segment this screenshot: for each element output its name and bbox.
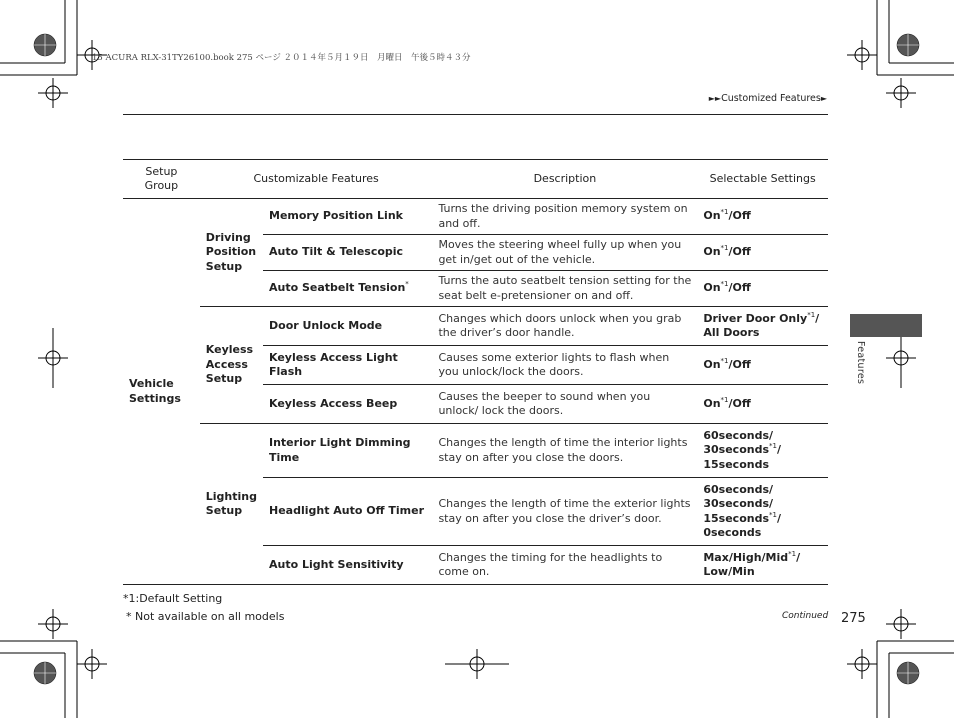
feature-name: Keyless Access Beep — [263, 385, 432, 424]
setting-other: /Off — [728, 396, 751, 410]
feature-name: Memory Position Link — [263, 199, 432, 235]
section-tab[interactable] — [850, 314, 922, 337]
subgroup-driving-position: Driving Position Setup — [200, 199, 263, 307]
breadcrumb-end-icon: ► — [820, 94, 827, 103]
default-marker: *1 — [720, 395, 729, 404]
setting-default: On — [703, 357, 721, 371]
setting-default: Driver Door Only — [703, 311, 808, 325]
feature-description: Turns the driving position memory system on and off. — [432, 199, 697, 235]
setting-default: On — [703, 209, 721, 223]
default-marker: *1 — [769, 442, 777, 451]
feature-settings — [697, 346, 828, 385]
feature-name — [263, 271, 432, 307]
feature-settings — [697, 199, 828, 235]
feature-description: Changes which doors unlock when you grab the driver’s door handle. — [432, 307, 697, 346]
setting-other: /Off — [728, 245, 751, 259]
setting-other: /Off — [728, 281, 751, 295]
setting-other: /Off — [728, 357, 751, 371]
print-meta: 15 ACURA RLX-31TY26100.book 275 ページ ２０１４年５月１９日 月曜日 午後５時４３分 — [92, 53, 471, 63]
header-settings: Selectable Settings — [697, 160, 828, 199]
feature-settings — [697, 546, 828, 585]
footnote-availability: * Not available on all models — [126, 610, 285, 623]
default-marker: *1 — [807, 310, 816, 319]
default-marker: *1 — [720, 280, 729, 289]
setting-other: / 0seconds — [703, 511, 782, 539]
feature-settings — [697, 235, 828, 271]
setting-other: / All Doors — [703, 311, 820, 339]
breadcrumb[interactable] — [709, 93, 827, 104]
feature-label: Auto Seatbelt Tension — [269, 281, 406, 295]
default-marker: *1 — [720, 244, 729, 253]
feature-name: Auto Light Sensitivity — [263, 546, 432, 585]
customization-table — [123, 159, 828, 585]
feature-name: Interior Light Dimming Time — [263, 424, 432, 478]
setting-other: / Low/Min — [703, 550, 801, 578]
feature-description: Turns the auto seatbelt tension setting for the seat belt e-pretensioner on and off. — [432, 271, 697, 307]
default-marker: *1 — [769, 510, 777, 519]
feature-settings — [697, 271, 828, 307]
setting-other: /Off — [728, 209, 751, 223]
feature-description: Causes some exterior lights to flash when you unlock/lock the doors. — [432, 346, 697, 385]
feature-description: Changes the length of time the exterior lights stay on after you close the driver’s door. — [432, 478, 697, 546]
group-vehicle-settings: Vehicle Settings — [123, 199, 200, 585]
feature-settings — [697, 307, 828, 346]
default-marker: *1 — [788, 549, 797, 558]
feature-description: Causes the beeper to sound when you unlock/ lock the doors. — [432, 385, 697, 424]
breadcrumb-label[interactable]: Customized Features — [721, 93, 821, 104]
feature-name: Door Unlock Mode — [263, 307, 432, 346]
setting-default: 60seconds/ 30seconds — [703, 428, 774, 457]
feature-description: Changes the length of time the interior lights stay on after you close the doors. — [432, 424, 697, 478]
setting-default: On — [703, 396, 721, 410]
header-setup-group: Setup Group — [123, 160, 200, 199]
section-tab-label[interactable]: Features — [855, 341, 866, 385]
header-description: Description — [432, 160, 697, 199]
breadcrumb-arrows-icon: ►► — [708, 94, 722, 103]
setting-other: / 15seconds — [703, 443, 782, 471]
footnote-default: *1:Default Setting — [123, 592, 223, 605]
feature-name: Keyless Access Light Flash — [263, 346, 432, 385]
setting-default: On — [703, 245, 721, 259]
header-features: Customizable Features — [200, 160, 433, 199]
table-row — [123, 424, 828, 478]
default-marker: *1 — [720, 356, 729, 365]
page-number: 275 — [841, 611, 866, 626]
table-row — [123, 307, 828, 346]
setting-default: 60seconds/ 30seconds/ 15seconds — [703, 482, 774, 525]
continued-label: Continued — [782, 611, 829, 621]
feature-name: Headlight Auto Off Timer — [263, 478, 432, 546]
setting-default: Max/High/Mid — [703, 550, 789, 564]
subgroup-lighting: Lighting Setup — [200, 424, 263, 585]
feature-settings — [697, 478, 828, 546]
setting-default: On — [703, 281, 721, 295]
header-rule — [123, 114, 828, 115]
default-marker: *1 — [720, 208, 729, 217]
subgroup-keyless-access: Keyless Access Setup — [200, 307, 263, 424]
feature-description: Changes the timing for the headlights to come on. — [432, 546, 697, 585]
feature-settings — [697, 385, 828, 424]
feature-description: Moves the steering wheel fully up when you get in/get out of the vehicle. — [432, 235, 697, 271]
table-row — [123, 199, 828, 235]
feature-settings — [697, 424, 828, 478]
availability-marker: * — [405, 280, 409, 289]
feature-name: Auto Tilt & Telescopic — [263, 235, 432, 271]
